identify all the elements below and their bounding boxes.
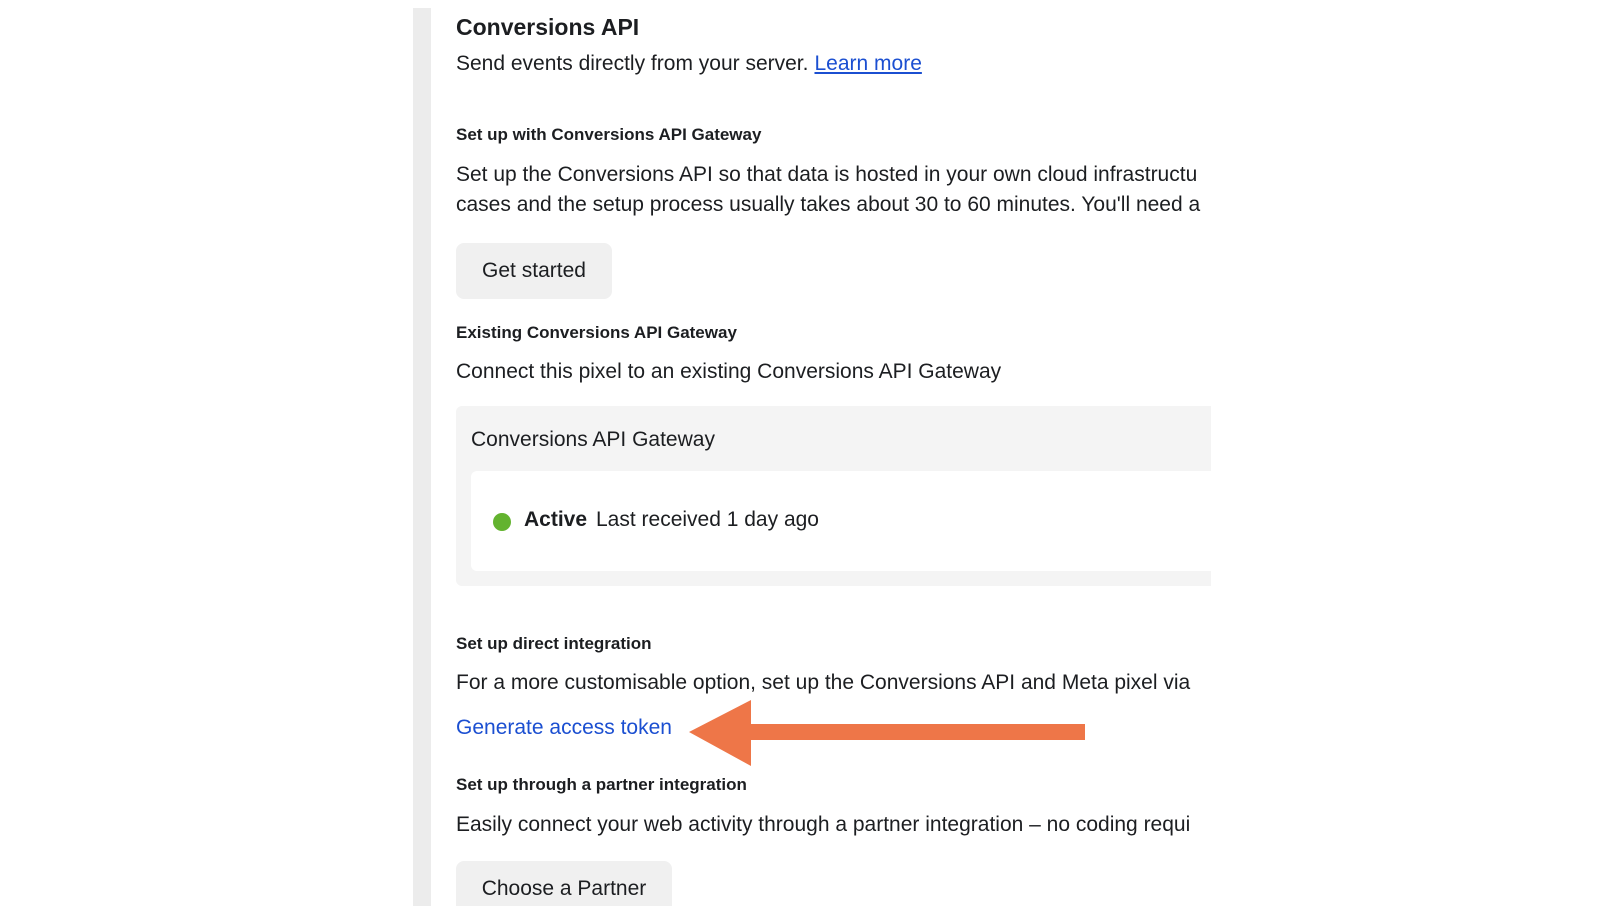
get-started-button[interactable]: Get started xyxy=(456,243,612,299)
learn-more-link[interactable]: Learn more xyxy=(814,52,922,75)
partner-integration-description: Easily connect your web activity through a partner integration – no coding requi xyxy=(456,813,1191,836)
existing-gateway-description: Connect this pixel to an existing Conversions API Gateway xyxy=(456,360,1002,383)
existing-gateway-heading: Existing Conversions API Gateway xyxy=(456,323,737,342)
page-subtitle xyxy=(456,52,922,76)
generate-access-token-link[interactable]: Generate access token xyxy=(456,716,672,739)
choose-partner-button[interactable]: Choose a Partner xyxy=(456,861,672,906)
arrow-left-icon xyxy=(689,700,1085,766)
page-title: Conversions API xyxy=(456,14,640,40)
gateway-setup-heading: Set up with Conversions API Gateway xyxy=(456,125,762,144)
annotation-arrow-shape xyxy=(689,700,1085,766)
status-label: Active xyxy=(524,508,588,531)
gateway-card-title: Conversions API Gateway xyxy=(471,428,715,451)
gateway-setup-line-1: Set up the Conversions API so that data is hosted in your own cloud infrastructu xyxy=(456,163,1198,186)
side-rail xyxy=(413,8,431,906)
partner-integration-heading: Set up through a partner integration xyxy=(456,775,747,794)
status-detail: Last received 1 day ago xyxy=(596,508,819,531)
direct-integration-heading: Set up direct integration xyxy=(456,634,652,653)
conversions-api-panel xyxy=(431,0,1211,906)
gateway-card xyxy=(456,406,1211,586)
gateway-status-row[interactable] xyxy=(471,471,1211,571)
subtitle-text: Send events directly from your server. xyxy=(456,52,809,75)
status-dot-icon xyxy=(493,513,511,531)
gateway-setup-line-2: cases and the setup process usually takes about 30 to 60 minutes. You'll need a xyxy=(456,193,1201,216)
direct-integration-description: For a more customisable option, set up the Conversions API and Meta pixel via xyxy=(456,671,1191,694)
